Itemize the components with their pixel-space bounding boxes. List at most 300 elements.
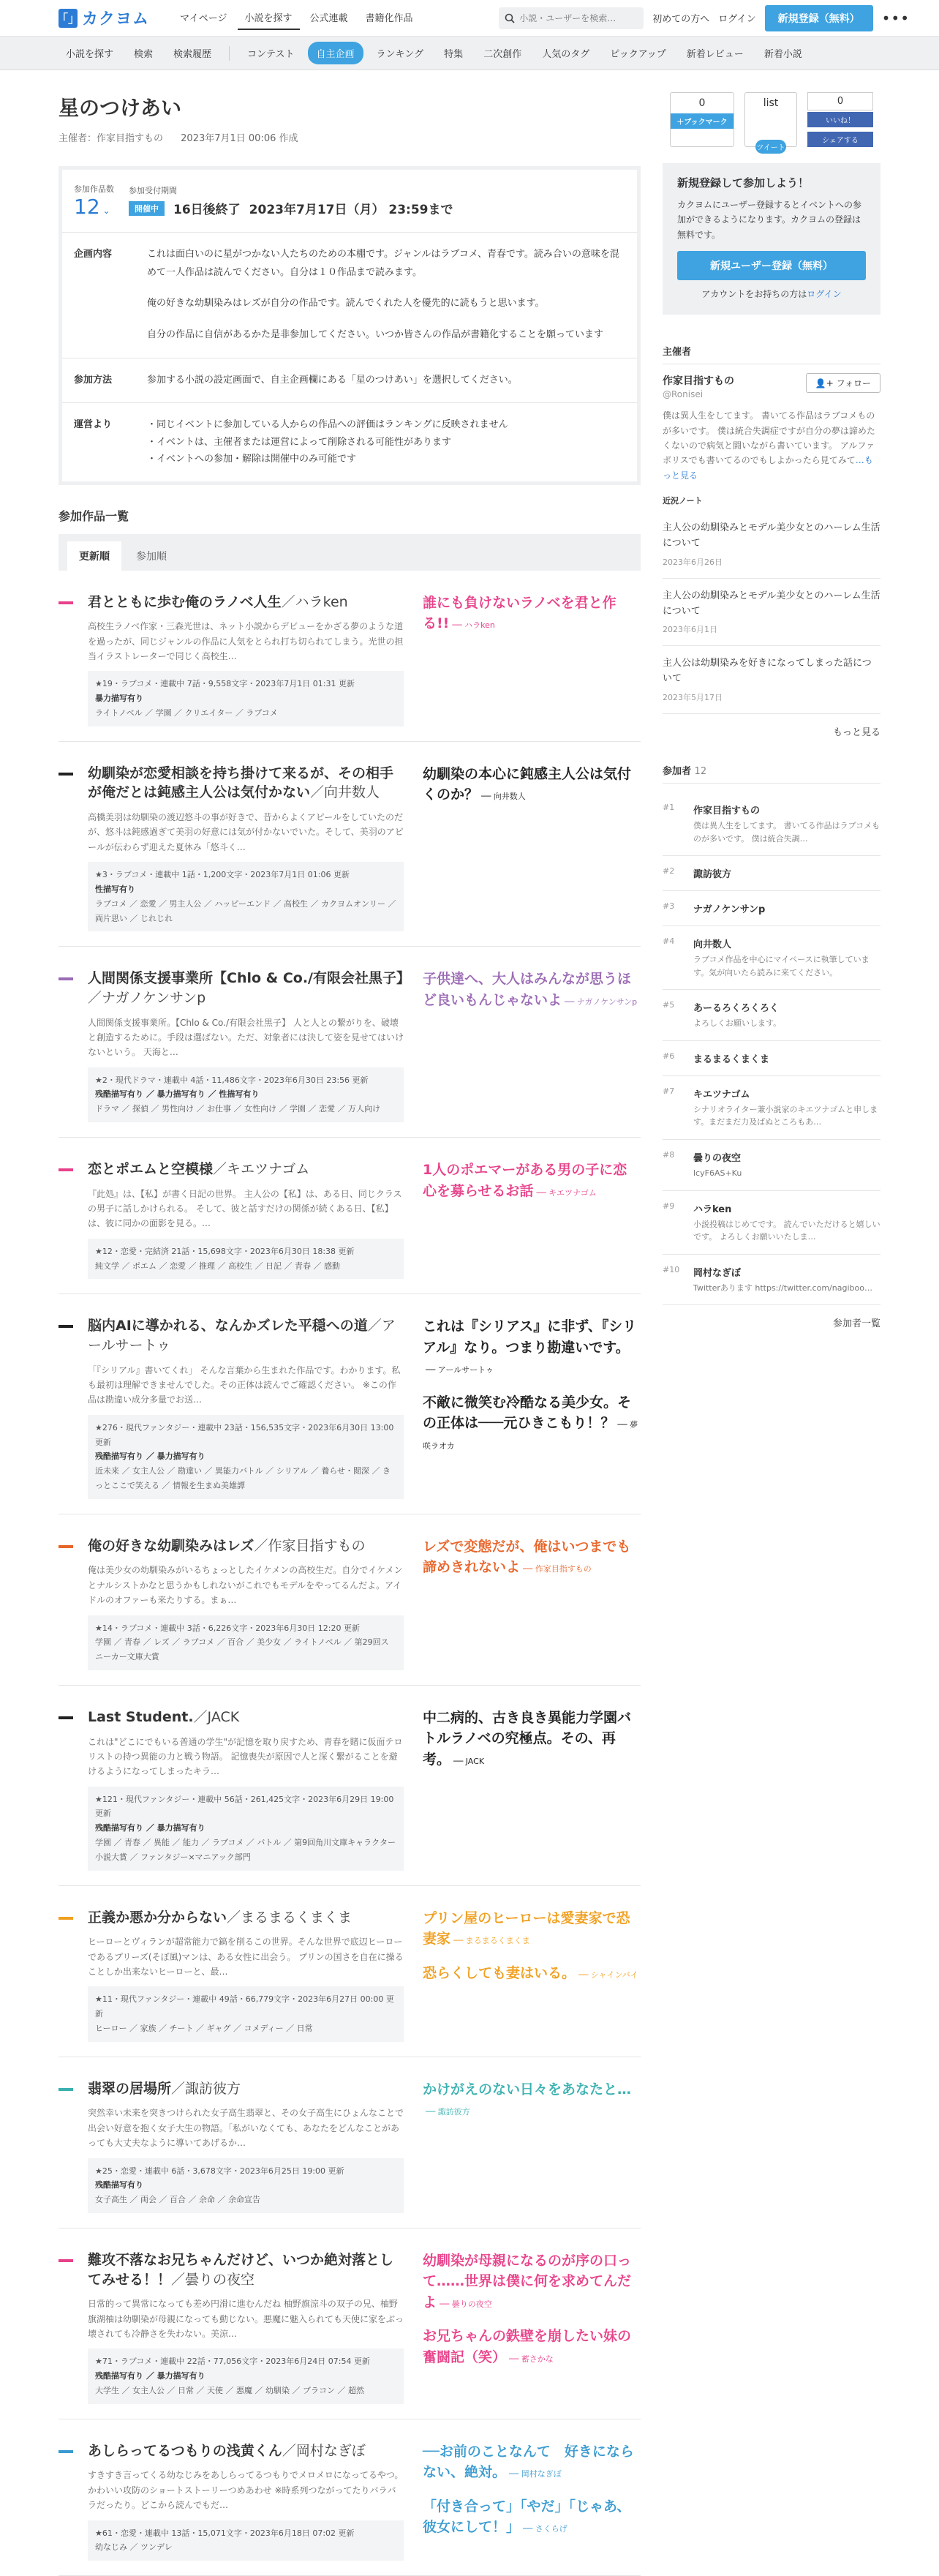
member-item[interactable] bbox=[663, 891, 880, 926]
signup-text: カクヨムにユーザー登録するとイベントへの参加ができるようになります。カクヨムの登録は無料です。 bbox=[677, 200, 862, 240]
desc-paragraph: 自分の作品に自信があるかた是非参加してください。いつか皆さんの作品が書籍化することを願っています bbox=[147, 329, 604, 341]
catchphrase bbox=[423, 1536, 641, 1578]
genre-color-bar bbox=[59, 601, 73, 604]
work-intro: これは"どこにでもいる普通の学生"が記憶を取り戻すため、青春を賭に仮面テロリストの持つ異能の力と戦う物語。 記憶喪失が原因で人と深く繋がることを避けるようになってしまったキラ… bbox=[88, 1736, 403, 1777]
catchphrase-text: プリン屋のヒーローは愛妻家で恐妻家 bbox=[423, 1910, 630, 1948]
catchphrase-author[interactable]: ── さくらげ bbox=[523, 2524, 567, 2534]
nav-find-novels[interactable]: 小説を探す bbox=[238, 6, 300, 30]
work-catchphrases bbox=[423, 969, 641, 1122]
subnav-search[interactable]: 検索 bbox=[134, 49, 154, 60]
event-info-head bbox=[62, 170, 637, 233]
note-title: 主人公の幼馴染みとモデル美少女とのハーレム生活について bbox=[663, 522, 880, 549]
entry-count-value: 12 bbox=[74, 195, 100, 219]
work-author-link[interactable]: ／JACK bbox=[193, 1708, 240, 1725]
page-meta bbox=[59, 130, 641, 144]
subnav-self-project[interactable]: 自主企画 bbox=[308, 42, 363, 64]
work-title-link[interactable]: 俺の好きな幼馴染みはレズ bbox=[88, 1537, 254, 1554]
facebook-buttons bbox=[807, 92, 873, 147]
host-heading: 主催者 bbox=[663, 344, 880, 364]
member-item[interactable] bbox=[663, 1076, 880, 1140]
work-tags[interactable]: ライトノベル ／ 学園 ／ クリエイター ／ ラブコメ bbox=[95, 707, 278, 718]
work-intro: 「『シリアル』書いてくれ」 そんな言葉から生まれた作品です。わかります。私も最初は理解できませんでした。その正体は読んでご確認ください。 ※この作品は勘違い成分多量でお送… bbox=[88, 1364, 401, 1405]
member-item[interactable] bbox=[663, 856, 880, 891]
subnav-find[interactable]: 小説を探す bbox=[66, 49, 114, 60]
page-title: 星のつけあい bbox=[59, 96, 182, 120]
work-title bbox=[88, 1708, 404, 1727]
member-index: #10 bbox=[663, 1264, 680, 1274]
work-tags[interactable]: ドラマ ／ 探偵 ／ 男性向け ／ お仕事 ／ 女性向け ／ 学園 ／ 恋愛 ／ 万人向け bbox=[95, 1104, 380, 1114]
top-right bbox=[499, 5, 910, 31]
catchphrase-author[interactable]: ── キエツナゴム bbox=[536, 1187, 597, 1198]
work-author-link[interactable]: ／諏訪彼方 bbox=[171, 2080, 241, 2097]
work-intro: すきすき言ってくる幼なじみをあしらってるつもりでメロメロになってるやつ。 かわいい攻防のショートストーリーつめあわせ ※時系列つながってたりバラバラだったり。どこから読んでもだ… bbox=[88, 2470, 404, 2511]
work-catchphrases bbox=[423, 2441, 641, 2561]
catchphrase-author[interactable]: ── 向井数人 bbox=[481, 792, 526, 802]
member-index: #4 bbox=[663, 936, 675, 947]
user-plus-icon: 👤+ bbox=[815, 378, 837, 389]
work-meta bbox=[88, 2158, 404, 2213]
work-item bbox=[59, 2057, 641, 2228]
work-stats: ★2・現代ドラマ・連載中 4話・11,486文字・2023年6月30日 23:56 更新 bbox=[95, 1075, 369, 1085]
signup-title: 新規登録して参加しよう！ bbox=[677, 176, 810, 189]
method-label: 参加方法 bbox=[74, 374, 113, 386]
work-stats: ★14・ラブコメ・連載中 3話・6,226文字・2023年6月30日 12:20 更新 bbox=[95, 1623, 360, 1633]
work-meta bbox=[88, 1787, 404, 1871]
work-meta bbox=[88, 1986, 404, 2041]
catchphrase bbox=[423, 2250, 641, 2313]
entry-period bbox=[129, 184, 453, 217]
sub-nav bbox=[0, 37, 939, 70]
host-desc-text: 僕は異人生をしてます。 書いてる作品はラブコメものが多いです。 僕は統合失調症ですが自分の夢は諦めたくないので病気と闘いながら書いています。 アルファポリスでも書いてるのでもしよかったら見てみて bbox=[663, 410, 875, 466]
top-header bbox=[0, 0, 939, 37]
rule-item: ・イベントへの参加・解除は開催中のみ可能です bbox=[147, 454, 357, 465]
catchphrase-text: 1人のポエマーがある男の子に恋心を募らせるお話 bbox=[423, 1162, 627, 1199]
catchphrase-text: かけがえのない日々をあなたと… bbox=[423, 2081, 632, 2098]
work-title-link[interactable]: 恋とポエムと空模様 bbox=[88, 1161, 214, 1178]
work-meta bbox=[88, 862, 404, 931]
work-title bbox=[88, 969, 410, 1007]
catchphrase bbox=[423, 2441, 641, 2483]
rule-item: ・イベントは、主催者または運営によって削除される可能性があります bbox=[147, 436, 452, 448]
work-author-link[interactable]: ／向井数人 bbox=[310, 784, 380, 801]
catchphrase bbox=[423, 1392, 641, 1455]
member-index: #8 bbox=[663, 1150, 675, 1160]
catchphrase-text: これは『シリアス』に非ず、『シリアル』なり。つまり勘違いです。 bbox=[423, 1318, 637, 1356]
sidebar bbox=[663, 92, 880, 2576]
work-author-link[interactable]: ／まるまるくまくま bbox=[227, 1909, 352, 1926]
search-box bbox=[499, 7, 644, 29]
follow-button[interactable] bbox=[806, 373, 880, 393]
work-warnings: 残酷描写有り ／ 暴力描写有り bbox=[95, 1452, 205, 1462]
work-meta bbox=[88, 671, 404, 726]
catchphrase-author[interactable]: ── 蓄さかな bbox=[509, 2354, 554, 2364]
fb-share-button[interactable]: シェアする bbox=[807, 132, 873, 147]
work-item bbox=[59, 742, 641, 947]
entry-count-label: 参加作品数 bbox=[74, 184, 114, 194]
rule-item: ・同じイベントに参加している人からの作品への評価はランキングに反映されません bbox=[147, 419, 508, 431]
entry-count bbox=[74, 183, 114, 219]
work-intro: ヒーローとヴィランが超常能力で鎬を削るこの世界。そんな世界で底辺ヒーローであるプリーズ(そぼ風)マンは、ある女性に出会う。 プリンの国さを自在に操ることしか出来ないヒーローと、最… bbox=[88, 1937, 404, 1978]
note-item[interactable] bbox=[663, 579, 880, 647]
work-item bbox=[59, 2419, 641, 2576]
member-name: あーるろくろくろく bbox=[693, 1003, 780, 1015]
note-date: 2023年6月26日 bbox=[663, 557, 723, 567]
work-meta bbox=[88, 1615, 404, 1670]
member-desc: 小説投稿はじめてです。 読んでいただけると嬉しいです。 よろしくお願いいたしま… bbox=[693, 1219, 880, 1242]
work-title bbox=[88, 2250, 404, 2289]
member-item[interactable] bbox=[663, 1140, 880, 1191]
work-author-link[interactable]: ／キエツナゴム bbox=[213, 1161, 310, 1178]
work-warnings: 残酷描写有り ／ 暴力描写有り bbox=[95, 1823, 205, 1833]
catchphrase bbox=[423, 2496, 641, 2538]
catchphrase-text: 「付き合って」「やだ」「じゃあ、彼女にして！」 bbox=[423, 2498, 631, 2536]
host-name[interactable]: 作家目指すもの bbox=[663, 375, 734, 388]
works-list bbox=[59, 571, 641, 2576]
work-item bbox=[59, 571, 641, 742]
work-left bbox=[59, 764, 404, 932]
work-item bbox=[59, 1294, 641, 1514]
work-catchphrases bbox=[423, 764, 641, 932]
member-item[interactable] bbox=[663, 1191, 880, 1255]
work-intro: 日常的って異常になっても差め円滑に進むんだね 柚野旗涼斗の双子の兄、柚野旗湖柚は幼馴染が母親になっても動じない。悪魔に魅入られても天使に家をぶっ壊されても冷静さを失わない。美涼… bbox=[88, 2299, 404, 2339]
catchphrase bbox=[423, 2079, 641, 2121]
tab-joined[interactable]: 参加順 bbox=[136, 550, 167, 563]
genre-color-bar bbox=[59, 1325, 73, 1328]
sidebar-login-link[interactable]: ログイン bbox=[807, 289, 842, 300]
work-item bbox=[59, 947, 641, 1138]
more-menu-icon[interactable]: ••• bbox=[881, 9, 910, 27]
catchphrase-text: お兄ちゃんの鉄壁を崩したい妹の奮闘記（笑） bbox=[423, 2328, 632, 2365]
catchphrase bbox=[423, 969, 641, 1010]
work-intro: 人間関係支援事業所。【Chlo & Co./有限会社黒子】 人と人との繋がりを、破壊と創造するために。手段は選ばない。ただ、対象者には決して姿を見せてはいけないという。 天海と… bbox=[88, 1017, 404, 1058]
work-warnings: 残酷描写有り ／ 暴力描写有り bbox=[95, 2371, 205, 2381]
work-stats: ★19・ラブコメ・連載中 7話・9,558文字・2023年7月1日 01:31 更新 bbox=[95, 679, 355, 689]
genre-color-bar bbox=[59, 1917, 73, 1920]
note-title: 主人公の幼馴染みとモデル美少女とのハーレム生活について bbox=[663, 590, 880, 617]
event-rules bbox=[62, 403, 637, 481]
chevron-down-icon: ⌄ bbox=[99, 206, 110, 216]
catchphrase bbox=[423, 1160, 641, 1201]
nav-mypage[interactable]: マイページ bbox=[180, 13, 227, 24]
work-warnings: 残酷描写有り ／ 暴力描写有り ／ 性描写有り bbox=[95, 1089, 260, 1100]
work-tags[interactable]: 大学生 ／ 女主人公 ／ 日常 ／ 天使 ／ 悪魔 ／ 幼馴染 ／ ブラコン ／ 超然 bbox=[95, 2385, 364, 2395]
event-method bbox=[62, 358, 637, 404]
work-title-link[interactable]: Last Student. bbox=[88, 1708, 194, 1725]
work-title-link[interactable]: 正義か悪か分からない bbox=[88, 1909, 227, 1926]
work-left bbox=[59, 593, 404, 726]
genre-color-bar bbox=[59, 1716, 73, 1719]
work-item bbox=[59, 1886, 641, 2057]
work-tags[interactable]: 学園 ／ 青春 ／ レズ ／ ラブコメ ／ 百合 ／ 美少女 ／ ライトノベル ／ 第29回スニーカー文庫大賞 bbox=[95, 1637, 389, 1662]
list-label: list bbox=[763, 97, 779, 109]
member-name: ナガノケンサンp bbox=[693, 904, 766, 916]
member-item[interactable] bbox=[663, 1255, 880, 1306]
work-title bbox=[88, 1316, 404, 1355]
work-warnings: 暴力描写有り bbox=[95, 694, 143, 704]
subnav-feature[interactable]: 特集 bbox=[444, 49, 464, 60]
catchphrase-text: 中二病的、古き良き異能力学園バトルラノベの究極点。その、再考。 bbox=[423, 1709, 632, 1768]
nav-official[interactable]: 公式連載 bbox=[309, 13, 348, 24]
catchphrase-author[interactable]: ── 諏訪彼方 bbox=[426, 2107, 470, 2117]
member-desc: ラブコメ作品を中心にマイペースに執筆しています。気が向いたら読みに来てください。 bbox=[693, 955, 870, 977]
notes-heading: 近況ノート bbox=[663, 496, 703, 506]
work-title-link[interactable]: 難攻不落なお兄ちゃんだけど、いつか絶対落としてみせる！！ bbox=[88, 2251, 394, 2288]
catchphrase bbox=[423, 764, 641, 806]
catchphrase-text: 恐らくしても妻はいる。 bbox=[423, 1964, 576, 1981]
work-catchphrases bbox=[423, 1160, 641, 1279]
note-date: 2023年5月17日 bbox=[663, 692, 723, 702]
work-left bbox=[59, 1908, 404, 2042]
work-author-link[interactable]: ／曇りの夜空 bbox=[171, 2271, 255, 2288]
members-heading bbox=[663, 763, 880, 784]
work-title-link[interactable]: 脳内AIに導かれる、なんかズレた平穏への道 bbox=[88, 1318, 368, 1334]
members-heading-label: 参加者 bbox=[663, 765, 692, 777]
subnav-contest[interactable]: コンテスト bbox=[247, 49, 295, 60]
work-tags[interactable]: 純文学 ／ ポエム ／ 恋愛 ／ 推理 ／ 高校生 ／ 日記 ／ 青春 ／ 感動 bbox=[95, 1261, 340, 1271]
work-title-link[interactable]: 幼馴染が恋愛相談を持ち掛けて来るが、その相手が俺だとは鈍感主人公は気付かない bbox=[88, 765, 394, 801]
top-nav bbox=[173, 6, 421, 30]
work-title-link[interactable]: 翡翠の居場所 bbox=[88, 2080, 172, 2097]
nav-published[interactable]: 書籍化作品 bbox=[365, 13, 413, 24]
work-intro: 『此処』は、【私】が書く日記の世界。 主人公の【私】は、ある日、同じクラスの男子に話しかけられる。 そして、彼と話すだけの関係が続くある日、【私】は、彼に同かの面影を見る。… bbox=[88, 1188, 402, 1229]
entry-period-label: 参加受付期間 bbox=[129, 186, 177, 195]
member-name: 曇りの夜空 bbox=[693, 1153, 742, 1165]
work-stats: ★121・現代ファンタジー・連載中 56話・261,425文字・2023年6月29日 19:00 更新 bbox=[95, 1794, 394, 1819]
catchphrase-author[interactable]: ── JACK bbox=[453, 1756, 485, 1766]
work-warnings: 性描写有り bbox=[95, 884, 135, 894]
event-info-box bbox=[59, 166, 641, 485]
subnav-divider bbox=[229, 46, 230, 61]
catchphrase-text: 子供達へ、大人はみんなが思うほど良いもんじゃないよ bbox=[423, 971, 632, 1008]
member-desc: 僕は異人生をしてます。 書いてる作品はラブコメものが多いです。 僕は統合失調… bbox=[693, 820, 880, 844]
work-stats: ★71・ラブコメ・連載中 22話・77,056文字・2023年6月24日 07:54 更新 bbox=[95, 2357, 370, 2367]
work-author-link[interactable]: ／アールサートゥ bbox=[88, 1318, 396, 1354]
search-input[interactable] bbox=[519, 13, 636, 23]
remaining-days: 16日後終了 bbox=[173, 203, 241, 217]
subnav-pickup[interactable]: ピックアップ bbox=[610, 49, 666, 60]
work-author-link[interactable]: ／作家目指すもの bbox=[254, 1537, 366, 1554]
catchphrase-text: 不敵に微笑む冷酷なる美少女。その正体は───元ひきこもり！？ bbox=[423, 1394, 632, 1432]
bookmark-count: 0 bbox=[698, 97, 706, 109]
work-catchphrases bbox=[423, 1316, 641, 1498]
rules-label: 運営より bbox=[74, 419, 113, 431]
created-date: 2023年7月1日 00:06 作成 bbox=[181, 133, 298, 144]
work-intro: 高橋美羽は幼馴染の渡辺悠斗の事が好きで、昔からよくアピールをしていたのだが、悠斗は鈍感過ぎて美羽の好意には気が付かないでいた。そして、美羽のアピールが伝わらず迎えた夏休み「悠斗く… bbox=[88, 811, 404, 852]
member-name: 諏訪彼方 bbox=[693, 869, 732, 881]
genre-color-bar bbox=[59, 2259, 73, 2262]
logo-text: カクヨム bbox=[82, 10, 150, 29]
work-catchphrases bbox=[423, 593, 641, 726]
work-stats: ★3・ラブコメ・連載中 1話・1,200文字・2023年7月1日 01:06 更新 bbox=[95, 870, 350, 880]
member-index: #9 bbox=[663, 1201, 675, 1211]
work-left bbox=[59, 1708, 404, 1871]
work-left bbox=[59, 1316, 404, 1498]
signup-box bbox=[663, 163, 880, 315]
work-intro: 突然幸い未来を突きつけられた女子高生翡翠と、その女子高生にひょんなことで出会い好意を抱く女子大生の物語。「私がいなくても、あなたをどんなことがあっても大丈夫なように導いてあげるか… bbox=[88, 2108, 404, 2149]
main-content bbox=[59, 92, 641, 2576]
member-desc: lcyF6AS+Ku bbox=[693, 1168, 742, 1179]
catchphrase bbox=[423, 593, 641, 634]
register-button[interactable]: 新規登録（無料） bbox=[765, 5, 873, 31]
catchphrase-author[interactable]: ── ナガノケンサンp bbox=[565, 996, 638, 1007]
member-item[interactable] bbox=[663, 926, 880, 990]
catchphrase-author[interactable]: ── 作家目指すもの bbox=[523, 1564, 592, 1574]
member-index: #3 bbox=[663, 901, 675, 912]
work-title bbox=[88, 593, 404, 612]
member-name: 岡村なぎぼ bbox=[693, 1267, 742, 1279]
desc-paragraph: これは面白いのに星がつかない人たちのための本棚です。ジャンルはラブコメ、青春です。読み合いの意味を混めて一人作品は読んでください。自分は１０作品まで読みます。 bbox=[147, 249, 619, 278]
catchphrase bbox=[423, 1963, 641, 1984]
subnav-ranking[interactable]: ランキング bbox=[376, 49, 424, 60]
work-stats: ★25・恋愛・連載中 6話・3,678文字・2023年6月25日 19:00 更新 bbox=[95, 2166, 344, 2176]
catchphrase bbox=[423, 1316, 641, 1379]
work-intro: 俺は美少女の幼馴染みがいるちょっとしたイケメンの高校生だ。自分でイケメンとナルシストかなと思うかもしれないがこれでもモデルをやってるんだよ。アイドルのオファーも来たりする。まぁ… bbox=[88, 1565, 403, 1606]
catchphrase-text: 幼馴染が母親になるのが序の口って……世界は僕に何を求めてんだよ bbox=[423, 2252, 632, 2310]
fb-count: 0 bbox=[807, 92, 873, 110]
work-title-link[interactable]: 君とともに歩む俺のラノベ人生 bbox=[88, 593, 282, 610]
work-meta bbox=[88, 2520, 404, 2561]
member-name: キエツナゴム bbox=[693, 1089, 750, 1100]
note-title: 主人公は幼馴染みを好きになってしまった話について bbox=[663, 658, 872, 685]
tab-updated[interactable]: 更新順 bbox=[67, 541, 121, 571]
work-meta bbox=[88, 1415, 404, 1499]
tweet-button[interactable] bbox=[744, 92, 797, 152]
host-profile bbox=[663, 373, 880, 399]
notes-more-link[interactable]: もっと見る bbox=[832, 726, 880, 738]
catchphrase-author[interactable]: ── 曇りの夜空 bbox=[440, 2299, 492, 2309]
desc-label: 企画内容 bbox=[74, 249, 113, 260]
host-label[interactable]: 主催者：作家目指すもの bbox=[59, 133, 164, 144]
work-stats: ★61・恋愛・連載中 13話・15,071文字・2023年6月18日 07:02 更新 bbox=[95, 2528, 355, 2538]
members-more-link[interactable]: 参加者一覧 bbox=[832, 1318, 880, 1330]
share-actions bbox=[663, 92, 880, 152]
member-item[interactable] bbox=[663, 1041, 880, 1076]
work-author-link[interactable]: ／ハラken bbox=[281, 593, 348, 610]
subnav-new-reviews[interactable]: 新着レビュー bbox=[686, 49, 744, 60]
work-stats: ★12・恋愛・完結済 21話・15,698文字・2023年6月30日 18:38 更新 bbox=[95, 1246, 355, 1256]
work-title bbox=[88, 1536, 404, 1556]
catchphrase-text: 幼馴染の本心に鈍感主人公は気付くのか？ bbox=[423, 765, 632, 803]
work-left bbox=[59, 2441, 404, 2561]
catchphrase-author[interactable]: ── 夢咲ラオカ bbox=[423, 1420, 638, 1451]
work-tags[interactable]: 学園 ／ 青春 ／ 異能 ／ 能力 ／ ラブコメ ／ バトル ／ 第9回角川文庫キャラクター小説大賞 ／ ファンタジー×マニアック部門 bbox=[95, 1838, 396, 1862]
genre-color-bar bbox=[59, 773, 73, 776]
work-author-link[interactable]: ／岡村なぎぼ bbox=[282, 2442, 366, 2459]
members-count: 12 bbox=[694, 765, 707, 777]
work-tags[interactable]: 女子高生 ／ 両会 ／ 百合 ／ 余命 ／ 余命宣告 bbox=[95, 2195, 260, 2205]
note-item[interactable] bbox=[663, 646, 880, 714]
work-intro: 高校生ラノベ作家・三森光世は、ネット小説からデビューをかざる夢のような道を過ったが、同じジャンルの作品に人気をとられ打ち切られてしまう。光世の担当イラストレーターで同じく高校生… bbox=[88, 621, 404, 661]
work-title-link[interactable]: あしらってるつもりの浅黄くん bbox=[88, 2442, 282, 2459]
work-title bbox=[88, 1908, 404, 1928]
catchphrase-author[interactable]: ── シャインバイ bbox=[578, 1969, 638, 1980]
work-tags[interactable]: ヒーロー ／ 家族 ／ チート ／ ギャグ ／ コメディー ／ 日常 bbox=[95, 2024, 313, 2034]
member-name: まるまるくまくま bbox=[693, 1054, 770, 1065]
work-left bbox=[59, 969, 410, 1122]
host-more-link[interactable]: …もっと見る bbox=[663, 455, 873, 481]
work-title bbox=[88, 2079, 404, 2099]
work-item bbox=[59, 1514, 641, 1686]
tweet-label: ツイート bbox=[755, 140, 786, 154]
genre-color-bar bbox=[59, 2088, 73, 2091]
member-item[interactable] bbox=[663, 990, 880, 1041]
work-catchphrases bbox=[423, 1708, 641, 1871]
work-left bbox=[59, 1160, 404, 1279]
signup-button[interactable]: 新規ユーザー登録（無料） bbox=[677, 251, 866, 280]
work-author-link[interactable]: ／ナガノケンサンp bbox=[88, 989, 206, 1006]
work-tags[interactable]: 近未来 ／ 女主人公 ／ 勘違い ／ 異能力バトル ／ シリアル ／ 養らせ・閲深 ／ きっとここで笑える ／ 情報を生まぬ美雄譚 bbox=[95, 1466, 391, 1490]
work-tags[interactable]: 幼なじみ ／ ツンデレ bbox=[95, 2542, 173, 2553]
work-title bbox=[88, 1160, 404, 1179]
work-title bbox=[88, 764, 404, 803]
member-index: #6 bbox=[663, 1051, 675, 1061]
work-meta bbox=[88, 1067, 404, 1122]
genre-color-bar bbox=[59, 1168, 73, 1171]
host-id: @Ronisei bbox=[663, 389, 704, 400]
subnav-history[interactable]: 検索履歴 bbox=[173, 49, 212, 60]
note-item[interactable] bbox=[663, 511, 880, 579]
fb-like-button[interactable]: いいね！ bbox=[807, 112, 873, 127]
member-index: #2 bbox=[663, 866, 675, 876]
work-warnings: 残酷描写有り bbox=[95, 2180, 143, 2190]
catchphrase-author[interactable]: ── ハラken bbox=[452, 620, 495, 631]
member-name: 向井数人 bbox=[693, 939, 732, 951]
member-desc: シナリオライター兼小説家のキエツナゴムと申します。まだまだ力及ばぬところもあ… bbox=[693, 1104, 878, 1127]
status-badge: 開催中 bbox=[129, 201, 165, 216]
member-index: #7 bbox=[663, 1086, 675, 1096]
member-desc: Twitterあります https://twitter.com/nagiboo… bbox=[693, 1283, 872, 1293]
member-item[interactable] bbox=[663, 792, 880, 856]
genre-color-bar bbox=[59, 977, 73, 980]
catchphrase-text: ──お前のことなんて 好きにならない、絶対。 bbox=[423, 2443, 634, 2481]
bookmark-button[interactable] bbox=[670, 92, 734, 147]
member-index: #5 bbox=[663, 1000, 675, 1010]
catchphrase bbox=[423, 2326, 641, 2367]
work-item bbox=[59, 1686, 641, 1886]
work-item bbox=[59, 1138, 641, 1294]
work-item bbox=[59, 2228, 641, 2419]
subnav-tags[interactable]: 人気のタグ bbox=[542, 49, 590, 60]
works-tabs bbox=[59, 534, 641, 571]
catchphrase-text: 誰にも負けないラノベを君と作る!! bbox=[423, 594, 616, 632]
work-catchphrases bbox=[423, 1536, 641, 1670]
first-time-link[interactable]: 初めての方へ bbox=[652, 14, 710, 25]
genre-color-bar bbox=[59, 2450, 73, 2453]
member-name: 作家目指すもの bbox=[693, 805, 761, 816]
work-tags[interactable]: ラブコメ ／ 恋愛 ／ 男主人公 ／ ハッピーエンド ／ 高校生 ／ カクヨムオンリー ／ 両片思い ／ じれじれ bbox=[95, 898, 396, 923]
bookmark-label: ブックマーク bbox=[684, 119, 728, 127]
genre-color-bar bbox=[59, 1545, 73, 1548]
catchphrase bbox=[423, 1708, 641, 1770]
host-desc bbox=[663, 408, 880, 483]
work-left bbox=[59, 1536, 404, 1670]
subnav-new-novels[interactable]: 新着小説 bbox=[763, 49, 802, 60]
subnav-derivative[interactable]: 二次創作 bbox=[483, 49, 522, 60]
catchphrase-author[interactable]: ── アールサートゥ bbox=[426, 1365, 494, 1375]
catchphrase-author[interactable]: ── 岡村なぎぼ bbox=[509, 2469, 562, 2479]
login-link[interactable]: ログイン bbox=[718, 14, 756, 25]
work-meta bbox=[88, 1239, 404, 1280]
work-title-link[interactable]: 人間関係支援事業所【Chlo & Co./有限会社黒子】 bbox=[88, 970, 410, 987]
works-section-title: 参加作品一覧 bbox=[59, 508, 129, 523]
search-icon bbox=[505, 13, 515, 23]
catchphrase-author[interactable]: ── まるまるくまくま bbox=[453, 1936, 530, 1946]
follow-label: フォロー bbox=[836, 378, 871, 389]
plus-icon: ＋ bbox=[676, 119, 685, 127]
work-meta bbox=[88, 2348, 404, 2403]
site-logo[interactable] bbox=[56, 7, 150, 29]
method-text: 参加する小説の設定画面で、自主企画欄にある「星のつけあい」を選択してください。 bbox=[147, 374, 518, 386]
